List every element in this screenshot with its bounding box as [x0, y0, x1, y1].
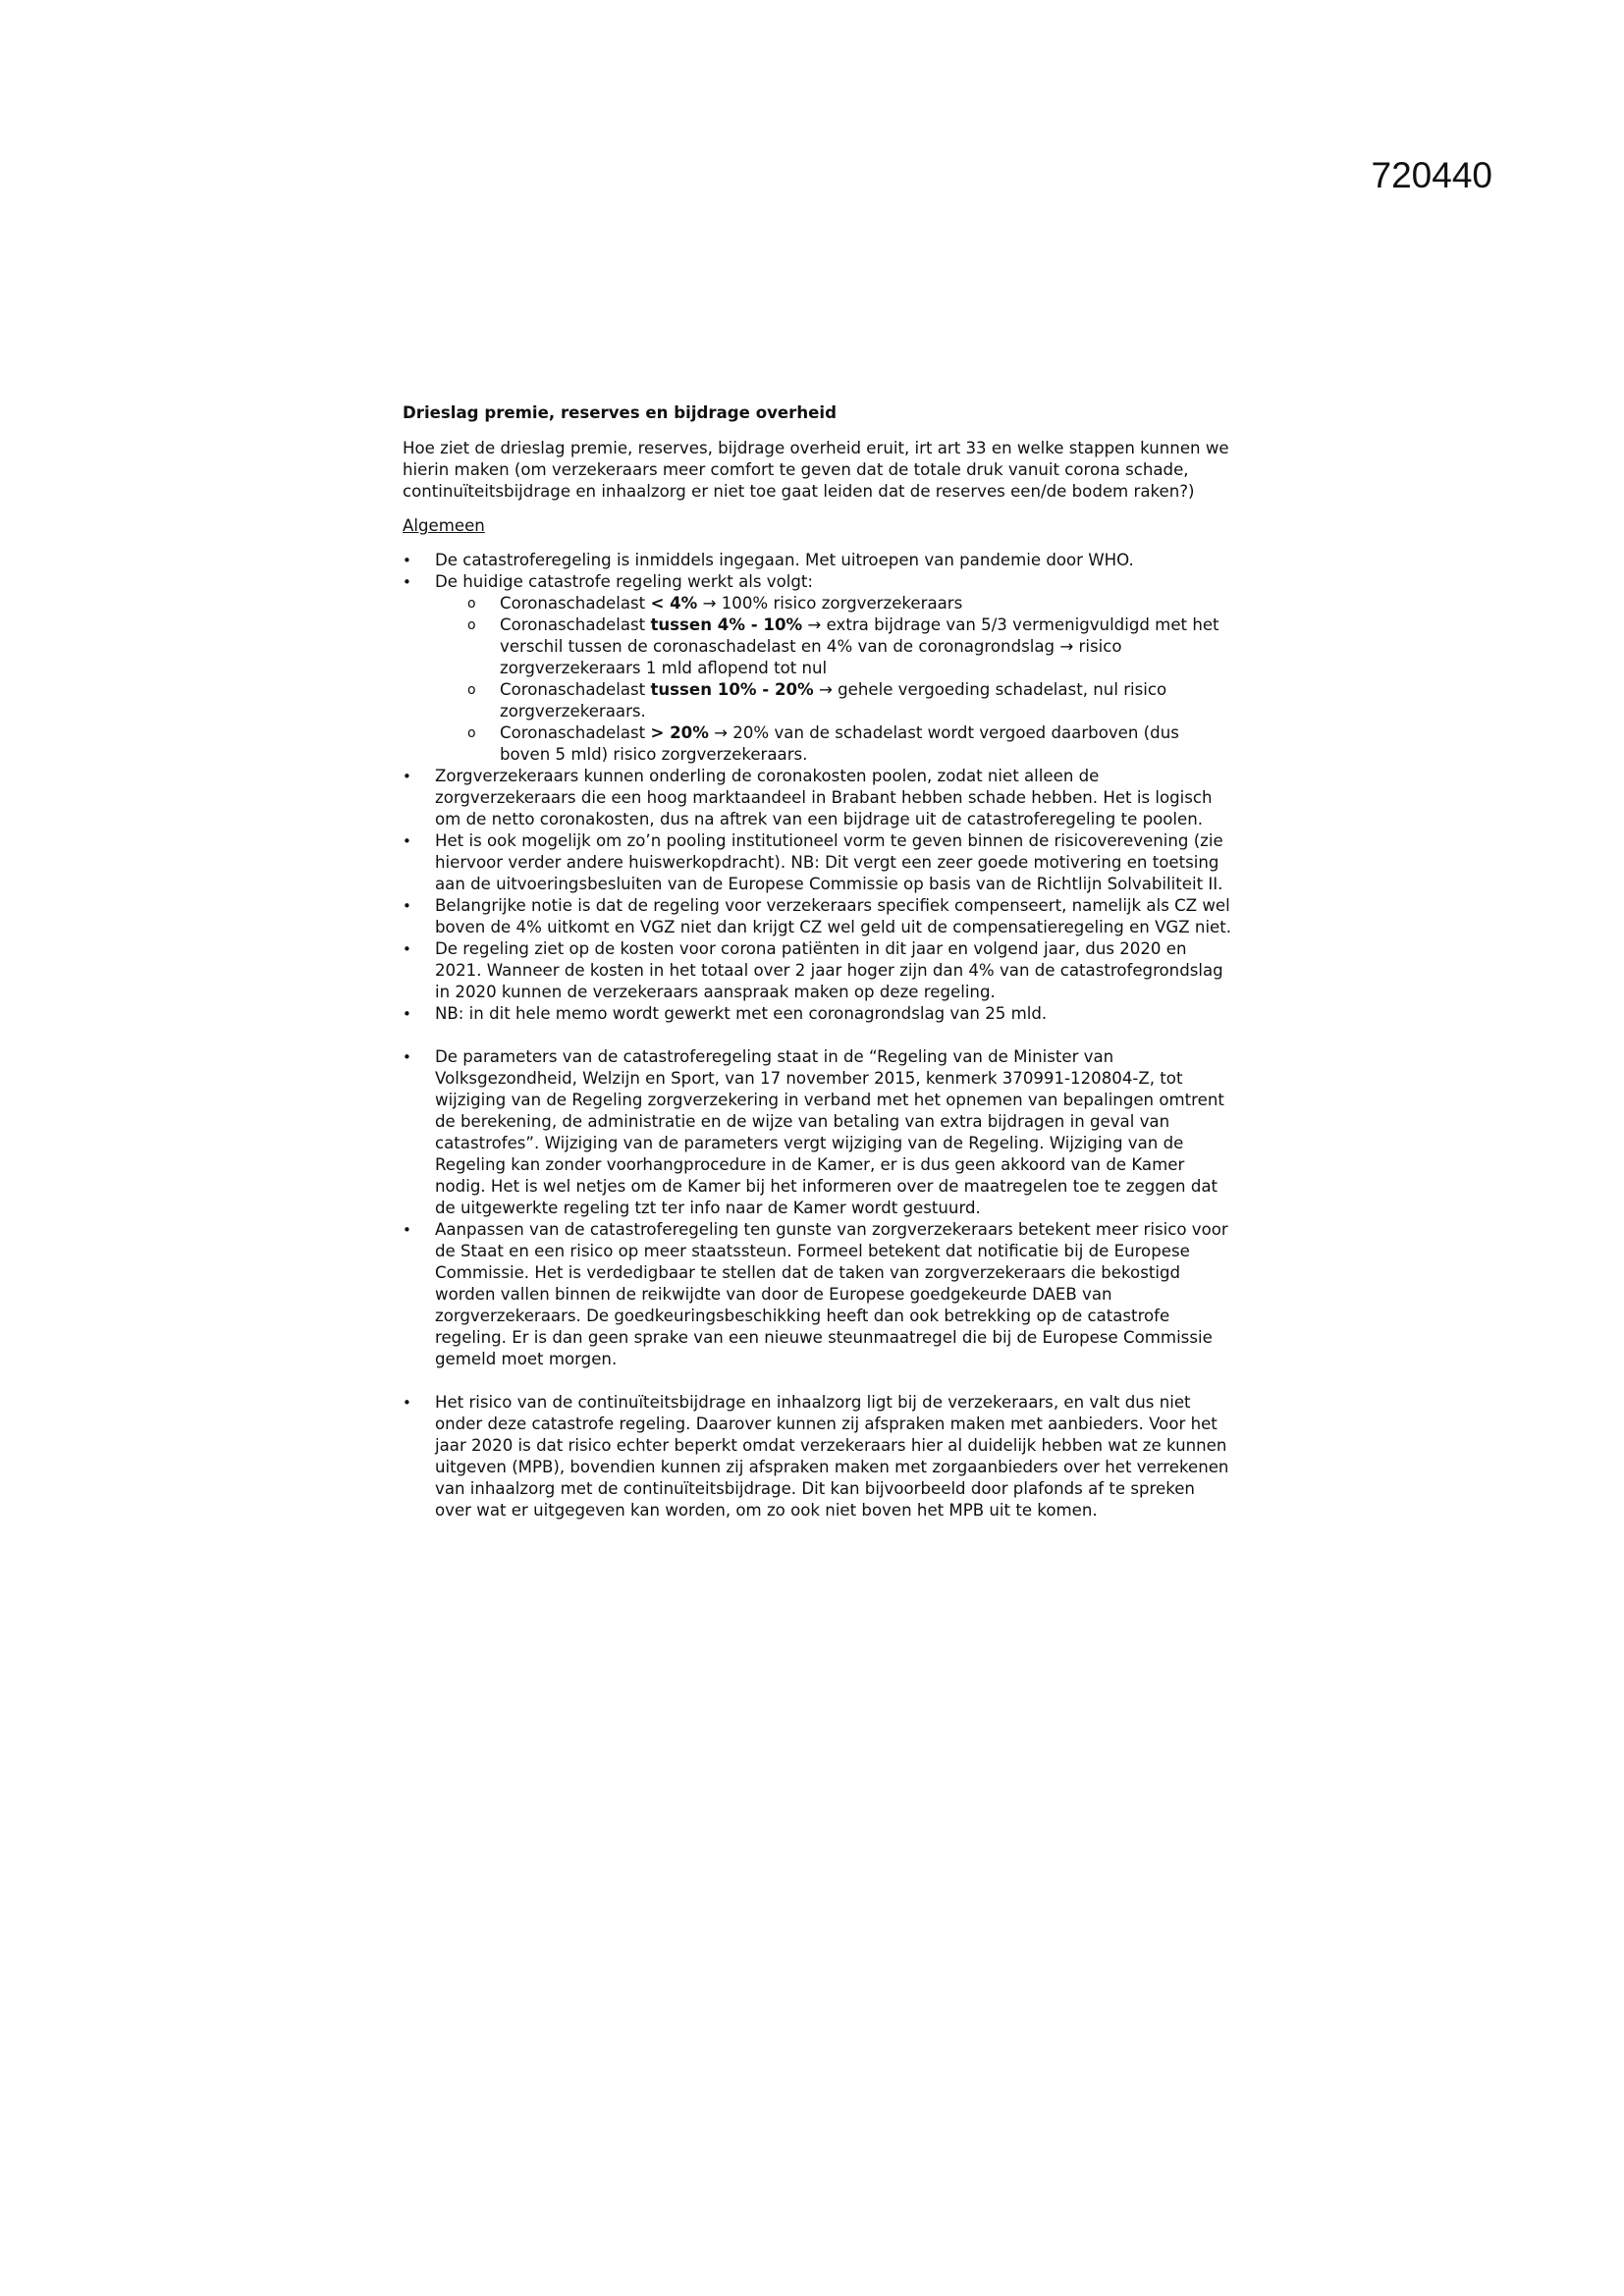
bullet-text: De regeling ziet op de kosten voor corona patiënten in dit jaar en volgend jaar, dus 2020 en 2021. Wanneer de kosten in het totaal over 2 jaar hoger zijn dan 4% van de catastrofegrondslag in 2020 kunnen de verzekeraars aanspraak maken op deze regeling. [435, 939, 1223, 1001]
sub-item-text: → gehele vergoeding schadelast, nul risico zorgverzekeraars. [500, 680, 1167, 721]
list-item [403, 1392, 1233, 1522]
sub-list-item [500, 614, 1233, 679]
list-item [403, 766, 1233, 830]
bullet-text: De huidige catastrofe regeling werkt als volgt: [435, 572, 813, 591]
bullet-text: Het risico van de continuïteitsbijdrage en inhaalzorg ligt bij de verzekeraars, en valt dus niet onder deze catastrofe regeling. Daarover kunnen zij afspraken maken met aanbieders. Voor het jaar 2020 is dat risico echter beperkt omdat verzekeraars hier al duidelijk hebben wat ze kunnen uitgeven (MPB), bovendien kunnen zij afspraken maken met zorgaanbieders over het verrekenen van inhaalzorg met de continuïteitsbijdrage. Dit kan bijvoorbeeld door plafonds af te spreken over wat er uitgegeven kan worden, om zo ook niet boven het MPB uit te komen. [435, 1393, 1229, 1520]
list-item [403, 550, 1233, 571]
bullet-list [403, 550, 1233, 1522]
sub-list [435, 593, 1233, 766]
bullet-text: De catastroferegeling is inmiddels ingegaan. Met uitroepen van pandemie door WHO. [435, 551, 1134, 569]
memo-body [403, 402, 1233, 1522]
bullet-text: NB: in dit hele memo wordt gewerkt met een coronagrondslag van 25 mld. [435, 1004, 1048, 1023]
sub-item-text: Coronaschadelast [500, 680, 651, 699]
sub-item-bold: < 4% [650, 594, 698, 613]
sub-item-text: Coronaschadelast [500, 615, 651, 634]
bullet-text: De parameters van de catastroferegeling staat in de “Regeling van de Minister van Volksgezondheid, Welzijn en Sport, van 17 november 2015, kenmerk 370991-120804-Z, tot wijziging van de Regeling zorgverzekering in verband met het opnemen van bepalingen omtrent de berekening, de administratie en de wijze van betaling van extra bijdragen in geval van catastrofes”. Wijziging van de parameters vergt wijziging van de Regeling. Wijziging van de Regeling kan zonder voorhangprocedure in de Kamer, er is dus geen akkoord van de Kamer nodig. Het is wel netjes om de Kamer bij het informeren over de maatregelen toe te zeggen dat de uitgewerkte regeling tzt ter info naar de Kamer wordt gestuurd. [435, 1047, 1224, 1217]
list-item [403, 1219, 1233, 1370]
sub-item-bold: tussen 10% - 20% [650, 680, 814, 699]
sub-item-text: → extra bijdrage van 5/3 vermenigvuldigd met het verschil tussen de coronaschadelast en 4% van de coronagrondslag → risico zorgverzekeraars 1 mld aflopend tot nul [500, 615, 1219, 677]
list-item [403, 830, 1233, 895]
list-item [403, 1003, 1233, 1025]
bullet-text: Belangrijke notie is dat de regeling voor verzekeraars specifiek compenseert, namelijk als CZ wel boven de 4% uitkomt en VGZ niet dan krijgt CZ wel geld uit de compensatieregeling en VGZ niet. [435, 896, 1232, 936]
list-item [403, 1046, 1233, 1219]
list-item [403, 938, 1233, 1003]
sub-item-text: Coronaschadelast [500, 723, 651, 742]
sub-item-text: → 100% risico zorgverzekeraars [697, 594, 963, 613]
bullet-text: Aanpassen van de catastroferegeling ten gunste van zorgverzekeraars betekent meer risico voor de Staat en een risico op meer staatssteun. Formeel betekent dat notificatie bij de Europese Commissie. Het is verdedigbaar te stellen dat de taken van zorgverzekeraars die bekostigd worden vallen binnen de reikwijdte van door de Europese goedgekeurde DAEB van zorgverzekeraars. De goedkeuringsbeschikking heeft dan ook betrekking op de catastrofe regeling. Er is dan geen sprake van een nieuwe steunmaatregel die bij de Europese Commissie gemeld moet morgen. [435, 1220, 1228, 1368]
sub-item-text: Coronaschadelast [500, 594, 651, 613]
section-heading-algemeen: Algemeen [403, 516, 485, 535]
sub-item-bold: tussen 4% - 10% [650, 615, 803, 634]
list-item [403, 571, 1233, 766]
sub-item-text: → 20% van de schadelast wordt vergoed daarboven (dus boven 5 mld) risico zorgverzekeraars. [500, 723, 1179, 764]
list-item [403, 895, 1233, 938]
document-id: 720440 [1371, 155, 1492, 195]
memo-intro: Hoe ziet de drieslag premie, reserves, bijdrage overheid eruit, irt art 33 en welke stappen kunnen we hierin maken (om verzekeraars meer comfort te geven dat de totale druk vanuit corona schade, continuïteitsbijdrage en inhaalzorg er niet toe gaat leiden dat de reserves een/de bodem raken?) [403, 439, 1229, 501]
bullet-text: Het is ook mogelijk om zo’n pooling institutioneel vorm te geven binnen de risicoverevening (zie hiervoor verder andere huiswerkopdracht). NB: Dit vergt een zeer goede motivering en toetsing aan de uitvoeringsbesluiten van de Europese Commissie op basis van de Richtlijn Solvabiliteit II. [435, 831, 1223, 893]
sub-item-bold: > 20% [650, 723, 709, 742]
bullet-text: Zorgverzekeraars kunnen onderling de coronakosten poolen, zodat niet alleen de zorgverzekeraars die een hoog marktaandeel in Brabant hebben schade hebben. Het is logisch om de netto coronakosten, dus na aftrek van een bijdrage uit de catastroferegeling te poolen. [435, 767, 1213, 828]
memo-title: Drieslag premie, reserves en bijdrage overheid [403, 403, 837, 422]
sub-list-item [500, 679, 1233, 722]
sub-list-item [500, 722, 1233, 766]
sub-list-item [500, 593, 1233, 614]
